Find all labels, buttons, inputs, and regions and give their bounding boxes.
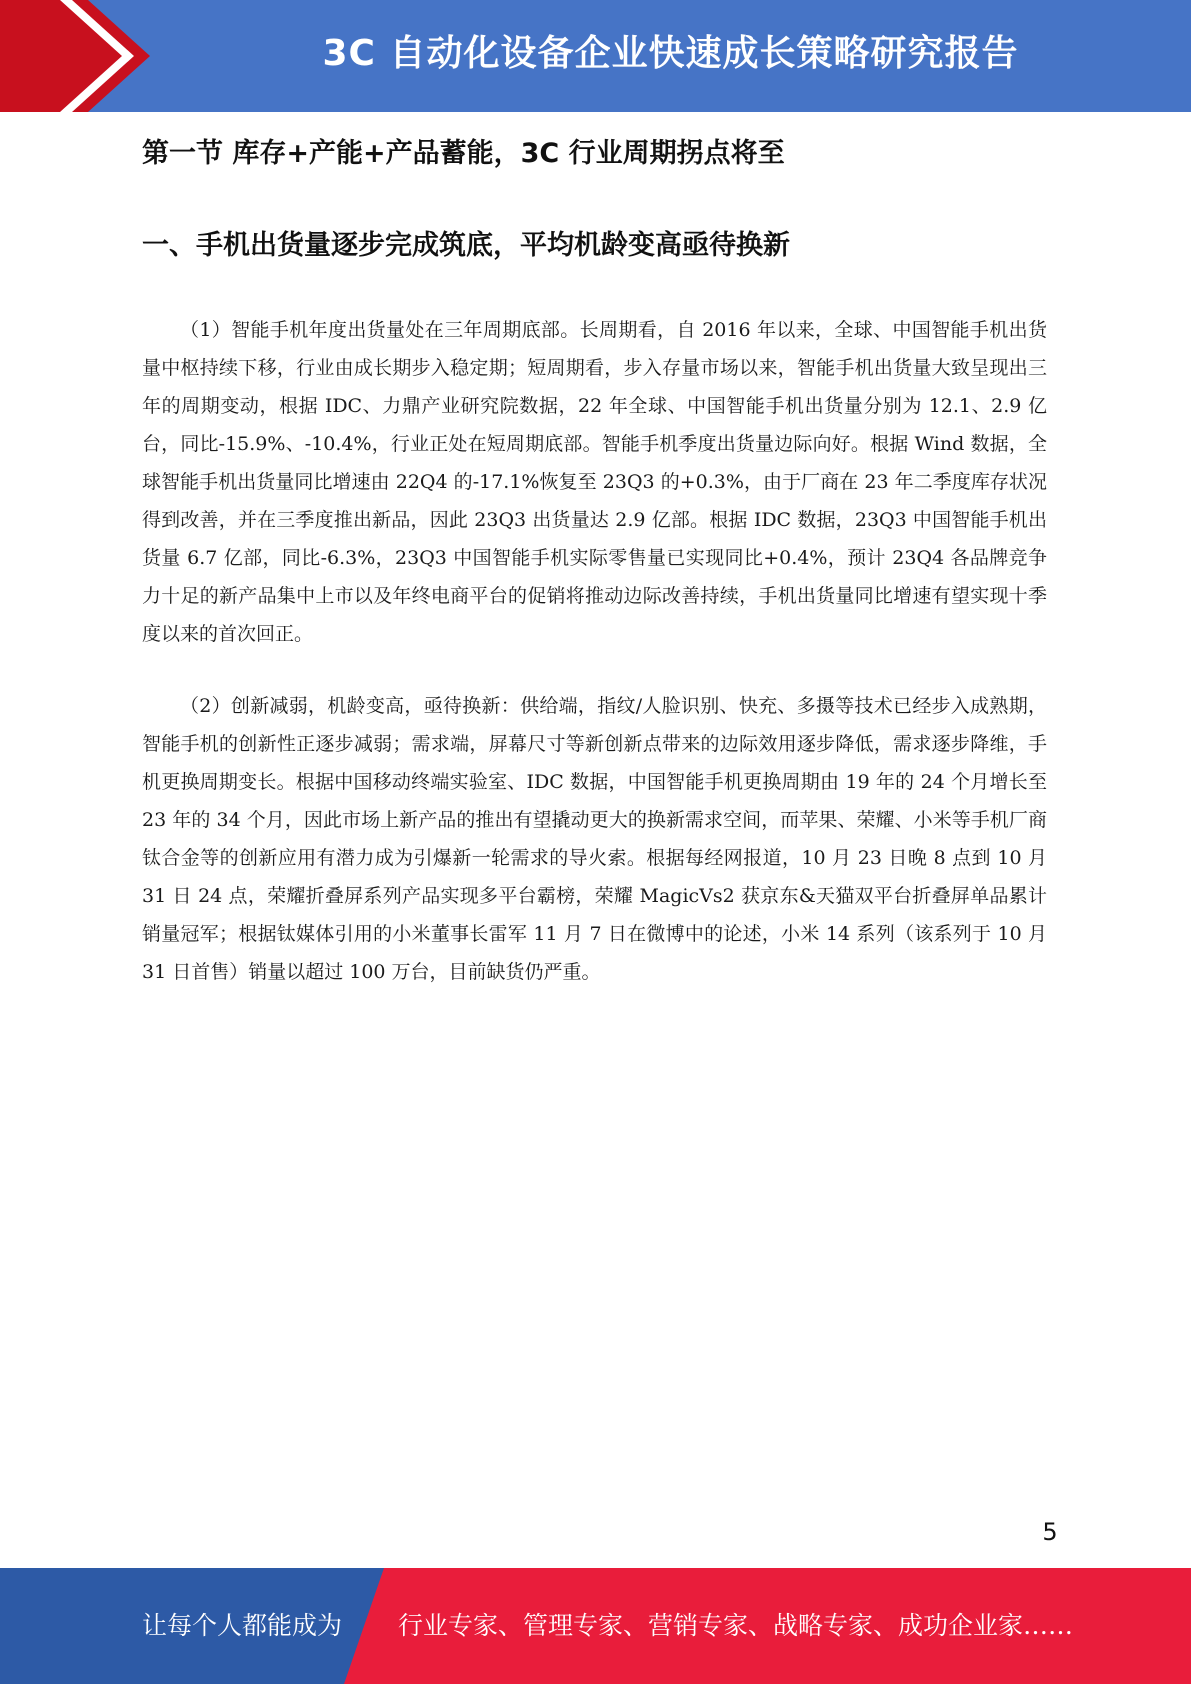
footer-slogan-right: 行业专家、管理专家、营销专家、战略专家、成功企业家……	[398, 1611, 1074, 1640]
page-footer	[0, 1568, 1191, 1684]
header-chevron-decoration	[0, 0, 150, 112]
page-header	[0, 0, 1191, 112]
section-title: 第一节 库存+产能+产品蓄能，3C 行业周期拐点将至	[142, 138, 785, 169]
page-number: 5	[1042, 1518, 1058, 1546]
paragraph-2: （2）创新减弱，机龄变高，亟待换新：供给端，指纹/人脸识别、快充、多摄等技术已经步入成熟期，智能手机的创新性正逐步减弱；需求端，屏幕尺寸等新创新点带来的边际效用逐步降低，需求逐步降维，手机更换周期变长。根据中国移动终端实验室、IDC 数据，中国智能手机更换周期由 19 年的 24 个月增长至 23 年的 34 个月，因此市场上新产品的推出有望撬动更大的换新需求空间，而苹果、荣耀、小米等手机厂商钛合金等的创新应用有潜力成为引爆新一轮需求的导火索。根据每经网报道，10 月 23 日晚 8 点到 10 月 31 日 24 点，荣耀折叠屏系列产品实现多平台霸榜，荣耀 MagicVs2 获京东&天猫双平台折叠屏单品累计销量冠军；根据钛媒体引用的小米董事长雷军 11 月 7 日在微博中的论述，小米 14 系列（该系列于 10 月 31 日首售）销量以超过 100 万台，目前缺货仍严重。	[142, 695, 1047, 983]
main-content	[142, 125, 1047, 991]
subsection-title: 一、手机出货量逐步完成筑底，平均机龄变高亟待换新	[142, 230, 790, 261]
report-title: 3C 自动化设备企业快速成长策略研究报告	[322, 33, 1019, 74]
footer-slogan-left: 让每个人都能成为	[142, 1611, 343, 1640]
paragraph-1: （1）智能手机年度出货量处在三年周期底部。长周期看，自 2016 年以来，全球、中国智能手机出货量中枢持续下移，行业由成长期步入稳定期；短周期看，步入存量市场以来，智能手机出货量大致呈现出三年的周期变动，根据 IDC、力鼎产业研究院数据，22 年全球、中国智能手机出货量分别为 12.1、2.9 亿台，同比-15.9%、-10.4%，行业正处在短周期底部。智能手机季度出货量边际向好。根据 Wind 数据，全球智能手机出货量同比增速由 22Q4 的-17.1%恢复至 23Q3 的+0.3%，由于厂商在 23 年二季度库存状况得到改善，并在三季度推出新品，因此 23Q3 出货量达 2.9 亿部。根据 IDC 数据，23Q3 中国智能手机出货量 6.7 亿部，同比-6.3%，23Q3 中国智能手机实际零售量已实现同比+0.4%，预计 23Q4 各品牌竞争力十足的新产品集中上市以及年终电商平台的促销将推动边际改善持续，手机出货量同比增速有望实现十季度以来的首次回正。	[142, 319, 1047, 645]
